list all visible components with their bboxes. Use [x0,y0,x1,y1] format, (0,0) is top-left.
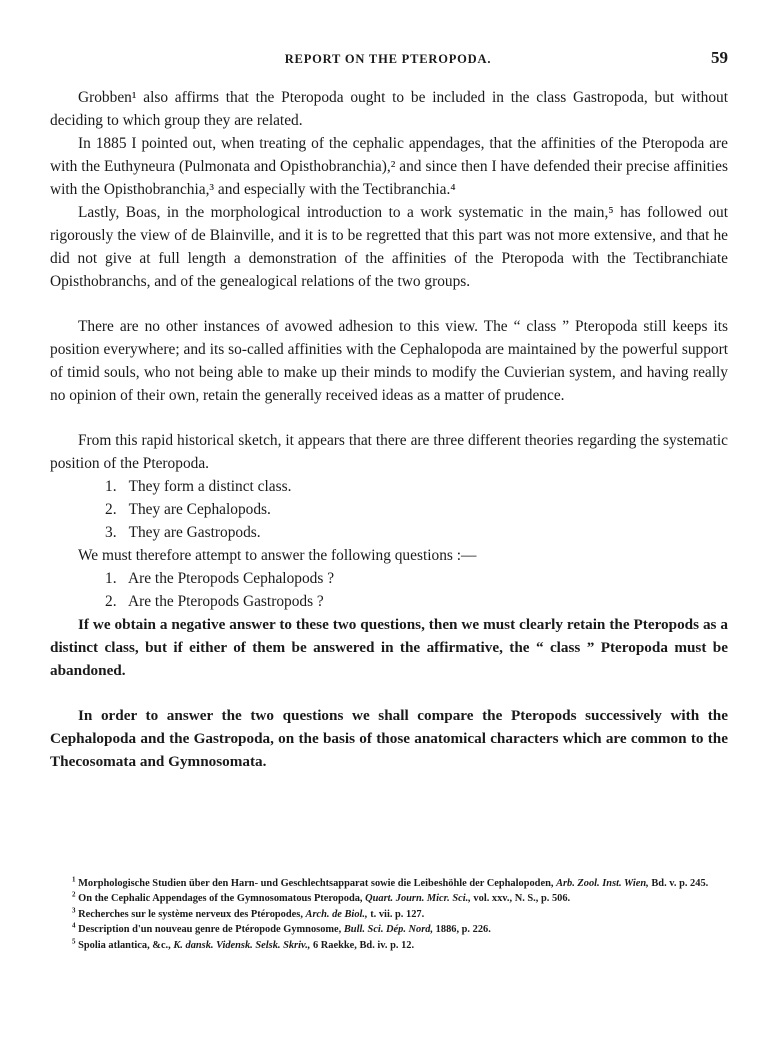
footnote: $^2$ On the Cephalic Appendages of the Gymnosomatous Pteropoda, Quart. Journ. Micr. Sci., vol. xxv., N. S., p. 506. [72,890,571,905]
list-item: 3. They are Gastropods. [105,524,261,541]
section-gap [50,407,728,429]
paragraph-historical-sketch: From this rapid historical sketch, it appears that there are three different theories regarding the systematic position of the Pteropoda. [50,432,728,472]
list-item: 2. They are Cephalopods. [105,501,271,518]
footnotes [50,876,728,953]
paragraph-1885: In 1885 I pointed out, when treating of the cephalic appendages, that the affinities of the Pteropoda are with the Euthyneura (Pulmonata and Opisthobranchia),² and since then I have defended their precise affinities with the Opisthobranchia,³ and especially with the Tectibranchia.⁴ [50,135,728,198]
paragraph-no-other-instances: There are no other instances of avowed adhesion to this view. The “ class ” Pteropoda still keeps its position everywhere; and its so-called affinities with the Cephalopoda are maintained by the powerful support of timid souls, who not being able to make up their minds to modify the Cuvierian system, and having really no opinion of their own, retain the generally received ideas as a matter of prudence. [50,318,728,404]
page-number: 59 [711,48,728,67]
body-text [50,86,728,773]
theories-list [50,475,728,544]
footnote: $^4$ Description d'un nouveau genre de Ptéropode Gymnosome, Bull. Sci. Dép. Nord, 1886, p. 226. [72,921,491,936]
list-item: 1. Are the Pteropods Cephalopods ? [105,570,335,587]
paragraph-questions-intro: We must therefore attempt to answer the following questions :— [78,547,477,564]
paragraph-grobben: Grobben¹ also affirms that the Pteropoda ought to be included in the class Gastropoda, but without deciding to which group they are related. [50,89,728,129]
section-gap [50,682,728,704]
footnote: $^1$ Morphologische Studien über den Harn- und Geschlechtsapparat sowie die Leibeshöhle der Cephalopoden, Arb. Zool. Inst. Wien, Bd. v. p. 245. [72,875,709,889]
paragraph-in-order: In order to answer the two questions we shall compare the Pteropods successively with the Cephalopoda and the Gastropoda, on the basis of those anatomical characters which are common to the Thecosomata and Gymnosomata. [50,707,728,770]
page-header [0,48,776,72]
questions-list [50,567,728,613]
running-head: REPORT ON THE PTEROPODA. [284,52,492,66]
paragraph-negative-answer: If we obtain a negative answer to these two questions, then we must clearly retain the Pteropods as a distinct class, but if either of them be answered in the affirmative, the “ class ” Pteropoda must be abandoned. [50,616,728,679]
footnote: $^3$ Recherches sur le système nerveux des Ptéropodes, Arch. de Biol., t. vii. p. 127. [72,906,425,920]
section-gap [50,293,728,315]
list-item: 2. Are the Pteropods Gastropods ? [105,593,324,610]
footnote: $^5$ Spolia atlantica, &c., K. dansk. Vidensk. Selsk. Skriv., 6 Raekke, Bd. iv. p. 12. [72,937,415,951]
list-item: 1. They form a distinct class. [105,478,292,495]
paragraph-boas: Lastly, Boas, in the morphological introduction to a work systematic in the main,⁵ has followed out rigorously the view of de Blainville, and it is to be regretted that this part was not more extensive, and that he did not give at full length a demonstration of the affinities of the Pteropoda with the Tectibranchiate Opisthobranchs, and of the genealogical relations of the two groups. [50,204,728,290]
